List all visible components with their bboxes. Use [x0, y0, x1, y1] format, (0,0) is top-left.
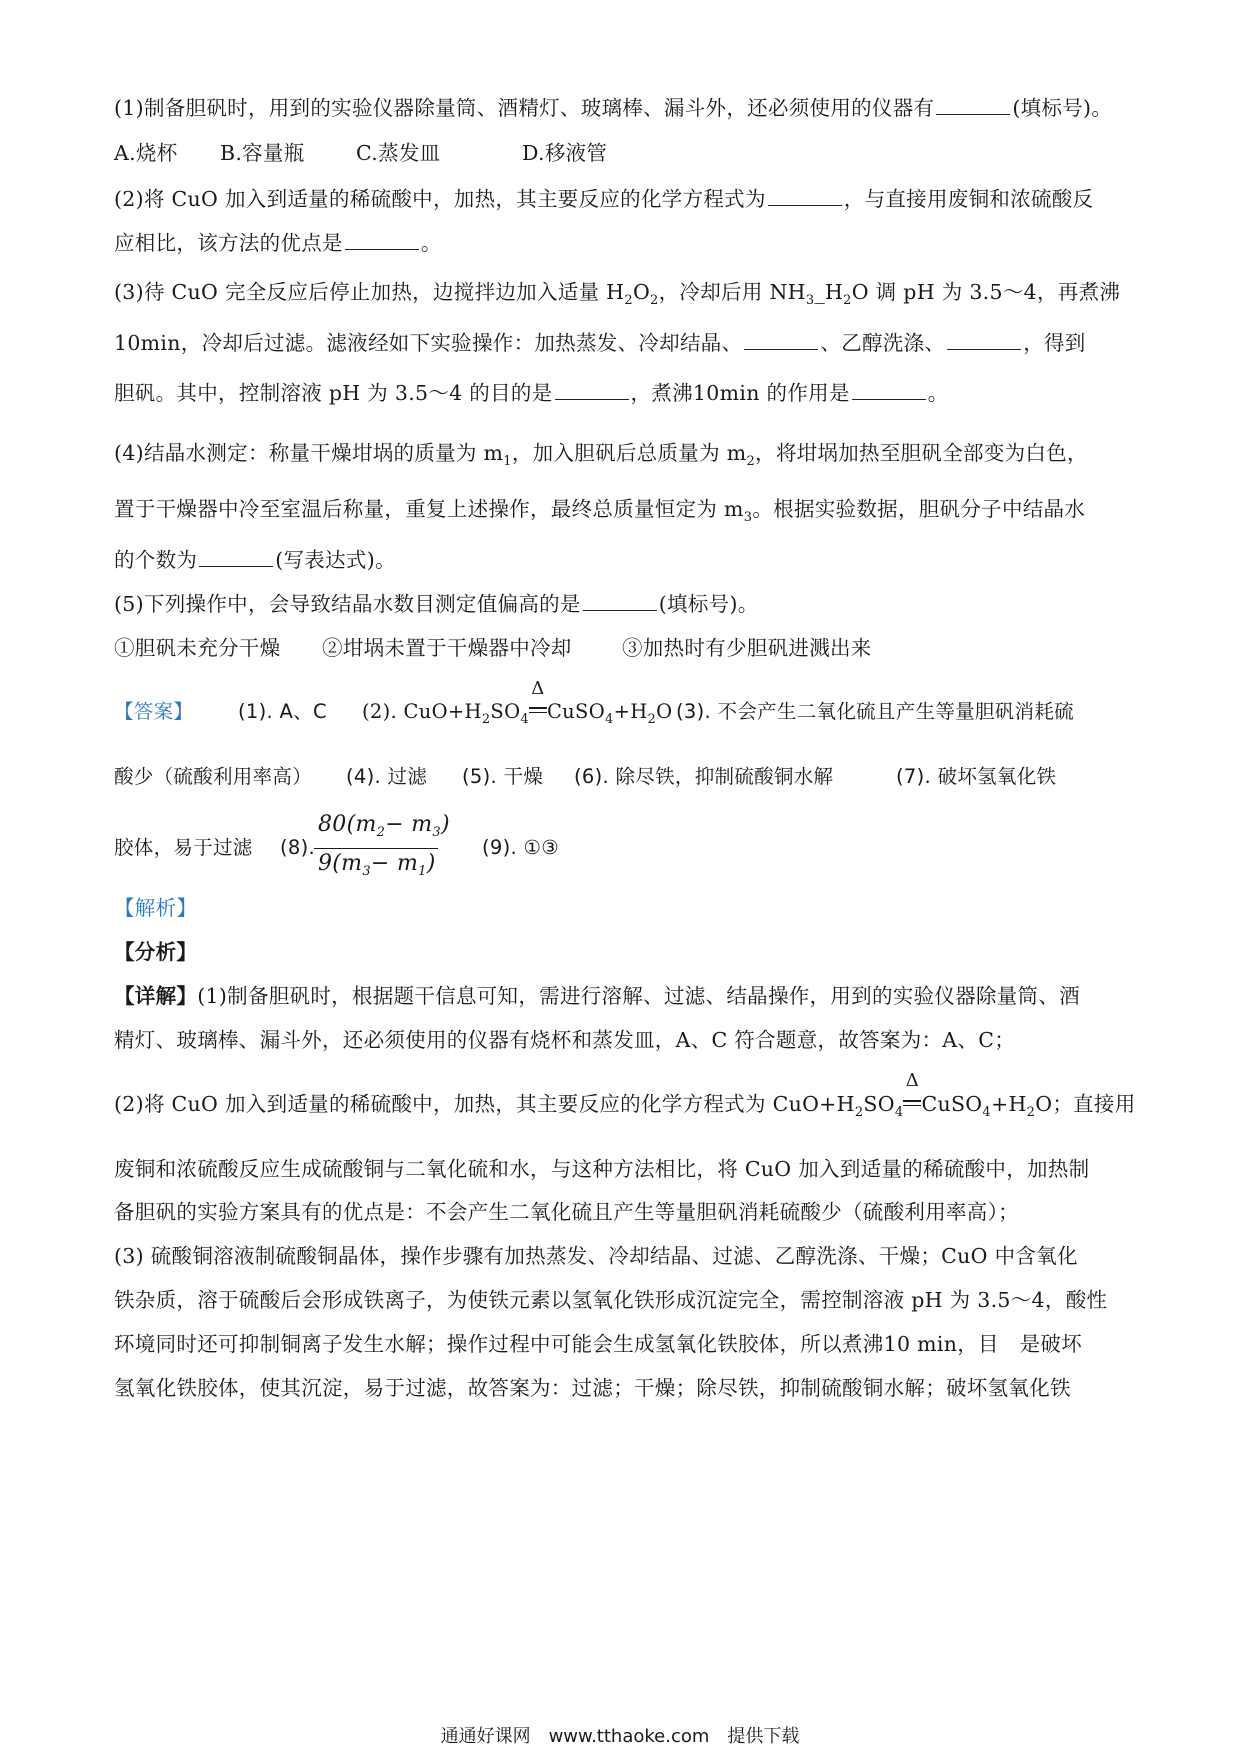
detail-line-7: 铁杂质，溶于硫酸后会形成铁离子，为使铁元素以氢氧化铁形成沉淀完全，需控制溶液 pH 为 3.5～4，酸性: [114, 1288, 1108, 1312]
q4-line-1: [114, 439, 1134, 476]
q3-blank-4: [852, 381, 926, 400]
answer-8-label: (8).: [280, 836, 316, 859]
answer-4: (4). 过滤: [346, 765, 428, 788]
q4-text-g: (写表达式)。: [275, 548, 396, 572]
answer-2-sub: 2: [481, 712, 491, 727]
fenxi-label: 【分析】: [114, 940, 198, 964]
fraction-denominator: $9(m_3- m_1)$: [318, 851, 436, 879]
q4-line-3: [114, 546, 1134, 574]
q3-text-d: _H: [814, 280, 844, 304]
q1-options: [114, 139, 1134, 167]
frac-sub: 1: [418, 864, 427, 879]
answer-2-text: CuSO: [546, 700, 605, 723]
equals-sign: [529, 704, 547, 716]
q4-text-a: (4)结晶水测定：称量干燥坩埚的质量为 m: [114, 441, 504, 465]
answer-line2-0: 酸少（硫酸利用率高）: [114, 765, 313, 788]
q3-text-f: 10min，冷却后过滤。滤液经如下实验操作：加热蒸发、冷却结晶、: [114, 331, 743, 355]
q3-text-j: ，煮沸10min 的作用是: [630, 381, 850, 405]
detail-line-3: [114, 1070, 1136, 1127]
detail-sub: 2: [1026, 1105, 1036, 1120]
answer-2-text: (2). CuO+H: [362, 700, 482, 723]
answer-line-1: [114, 678, 1134, 734]
detail-sub: 4: [982, 1105, 991, 1120]
q3-sub: 2: [843, 293, 852, 308]
q3-text-c: ，冷却后用 NH: [658, 280, 806, 304]
frac-text: − m: [385, 812, 433, 837]
q3-sub: 2: [650, 293, 659, 308]
heat-arrow: [529, 678, 547, 726]
q2-text-b: ，与直接用废铜和浓硫酸反: [843, 187, 1094, 211]
answer-line-2: [114, 763, 1134, 791]
q2-text-c: 应相比，该方法的优点是: [114, 231, 343, 255]
detail-p2-text: (2)将 CuO 加入到适量的稀硫酸中，加热，其主要反应的化学方程式为 CuO+H: [114, 1092, 855, 1116]
fraction-numerator: $80(m_2- m_3)$: [314, 812, 438, 849]
q4-text-b: ，加入胆矾后总质量为 m: [511, 441, 747, 465]
q3-text-e: O 调 pH 为 3.5～4，再煮沸: [851, 280, 1121, 304]
answer-6: (6). 除尽铁，抑制硫酸铜水解: [574, 765, 834, 788]
q3-text-i: 胆矾。其中，控制溶液 pH 为 3.5～4 的目的是: [114, 381, 553, 405]
q1-line: [114, 94, 1134, 122]
heat-arrow: [903, 1070, 921, 1118]
answer-2-text: +H: [613, 700, 648, 723]
delta-symbol: Δ: [905, 1070, 920, 1091]
q5-option-1: ①胆矾未充分干燥: [114, 636, 281, 660]
detail-line-1: [114, 982, 1134, 1010]
q3-line-3: [114, 379, 1134, 407]
detail-line-9: 氢氧化铁胶体，使其沉淀，易于过滤，故答案为：过滤；干燥；除尽铁，抑制硫酸铜水解；破坏氢氧化铁: [114, 1376, 1071, 1400]
q5-tail: (填标号)。: [658, 592, 759, 616]
q4-sub: 2: [746, 454, 756, 469]
detail-line-6: (3) 硫酸铜溶液制硫酸铜晶体，操作步骤有加热蒸发、冷却结晶、过滤、乙醇洗涤、干燥；CuO 中含氧化: [114, 1244, 1078, 1268]
answer-7: (7). 破坏氢氧化铁: [896, 765, 1057, 788]
q4-text-d: 置于干燥器中冷至室温后称量，重复上述操作，最终总质量恒定为 m: [114, 497, 744, 521]
detail-line-8: 环境同时还可抑制铜离子发生水解；操作过程中可能会生成氢氧化铁胶体，所以煮沸10 min，目 是破坏: [114, 1332, 1082, 1356]
detail-p2-text: O；直接用: [1035, 1092, 1136, 1116]
q3-text-a: (3)待 CuO 完全反应后停止加热，边搅拌边加入适量 H: [114, 280, 625, 304]
q5-line: [114, 590, 1134, 618]
answer-2: [362, 678, 676, 734]
q3-text-b: O: [632, 280, 651, 304]
detail-label: 【详解】: [114, 984, 198, 1008]
q2-line-1: [114, 185, 1134, 213]
q1-blank: [936, 96, 1010, 115]
q4-sub: 1: [503, 454, 512, 469]
q5-options: [114, 634, 1134, 662]
answer-2-sub: 4: [520, 712, 529, 727]
q3-blank-3: [555, 381, 629, 400]
q3-text-g: 、乙醇洗涤、: [820, 331, 946, 355]
q3-line-2: [114, 329, 1134, 357]
q3-blank-1: [744, 331, 818, 350]
delta-symbol: Δ: [531, 678, 545, 699]
detail-line-5: 备胆矾的实验方案具有的优点是：不会产生二氧化硫且产生等量胆矾消耗硫酸少（硫酸利用率高）；: [114, 1200, 1019, 1224]
frac-text: 9(m: [318, 851, 363, 876]
q2-blank-2: [345, 231, 419, 250]
q5-blank: [583, 592, 657, 611]
q3-text-k: 。: [927, 381, 949, 405]
q2-blank-1: [768, 187, 842, 206]
q4-text-e: 。根据实验数据，胆矾分子中结晶水: [752, 497, 1086, 521]
detail-p2-text: CuSO: [921, 1092, 983, 1116]
answer-line-3: [114, 812, 1134, 879]
frac-text: 80(m: [318, 812, 377, 837]
q1-tail: (填标号)。: [1012, 96, 1113, 120]
q3-blank-2: [947, 331, 1021, 350]
q4-blank: [199, 548, 273, 567]
q3-line-1: [114, 278, 1134, 315]
answer-line3-text: 胶体，易于过滤: [114, 836, 253, 859]
answer-2-sub: 4: [604, 712, 614, 727]
answer-label: 【答案】: [114, 700, 194, 723]
detail-p2-text: SO: [863, 1092, 895, 1116]
fraction-expression: [314, 812, 450, 885]
frac-sub: 3: [432, 825, 441, 840]
answer-3: (3). 不会产生二氧化硫且产生等量胆矾消耗硫: [676, 700, 1074, 723]
answer-2-text: SO: [490, 700, 521, 723]
detail-p2-text: +H: [990, 1092, 1027, 1116]
q5-text: (5)下列操作中，会导致结晶水数目测定值偏高的是: [114, 592, 581, 616]
detail-line-2: 精灯、玻璃棒、漏斗外，还必须使用的仪器有烧杯和蒸发皿，A、C 符合题意，故答案为：A、C；: [114, 1028, 1015, 1052]
detail-sub: 4: [894, 1105, 904, 1120]
frac-text: − m: [370, 851, 419, 876]
q1-option-b: B.容量瓶: [220, 141, 305, 165]
equals-sign: [903, 1097, 921, 1109]
answer-9: (9). ①③: [482, 836, 560, 859]
q1-option-d: D.移液管: [522, 141, 608, 165]
answer-5: (5). 干燥: [462, 765, 544, 788]
answer-2-sub: 2: [647, 712, 657, 727]
q4-text-c: ，将坩埚加热至胆矾全部变为白色，: [755, 441, 1088, 465]
q5-option-3: ③加热时有少胆矾进溅出来: [622, 636, 872, 660]
q3-text-h: ，得到: [1023, 331, 1086, 355]
detail-line-4: 废铜和浓硫酸反应生成硫酸铜与二氧化硫和水，与这种方法相比，将 CuO 加入到适量的稀硫酸中，加热制: [114, 1157, 1090, 1181]
frac-sub: 2: [376, 825, 386, 840]
frac-sub: 3: [362, 864, 371, 879]
q1-option-a: A.烧杯: [114, 141, 178, 165]
answer-1: (1). A、C: [238, 700, 327, 723]
q4-line-2: [114, 495, 1134, 532]
answer-2-text: O: [656, 700, 673, 723]
q5-option-2: ②坩埚未置于干燥器中冷却: [322, 636, 572, 660]
q2-text-a: (2)将 CuO 加入到适量的稀硫酸中，加热，其主要反应的化学方程式为: [114, 187, 766, 211]
q3-sub: 3: [805, 293, 815, 308]
q4-text-f: 的个数为: [114, 548, 198, 572]
q2-line-2: [114, 229, 1134, 257]
detail-sub: 2: [854, 1105, 864, 1120]
q1-option-c: C.蒸发皿: [356, 141, 441, 165]
q4-sub: 3: [743, 510, 753, 525]
footer-source: 通通好课网 www.tthaoke.com 提供下载: [440, 1726, 800, 1747]
q1-text: (1)制备胆矾时，用到的实验仪器除量筒、酒精灯、玻璃棒、漏斗外，还必须使用的仪器有: [114, 96, 935, 120]
analysis-label: 【解析】: [114, 896, 198, 920]
q3-sub: 2: [624, 293, 633, 308]
detail-p1a: (1)制备胆矾时，根据题干信息可知，需进行溶解、过滤、结晶操作，用到的实验仪器除量筒、酒: [197, 984, 1080, 1008]
q2-text-d: 。: [420, 231, 442, 255]
